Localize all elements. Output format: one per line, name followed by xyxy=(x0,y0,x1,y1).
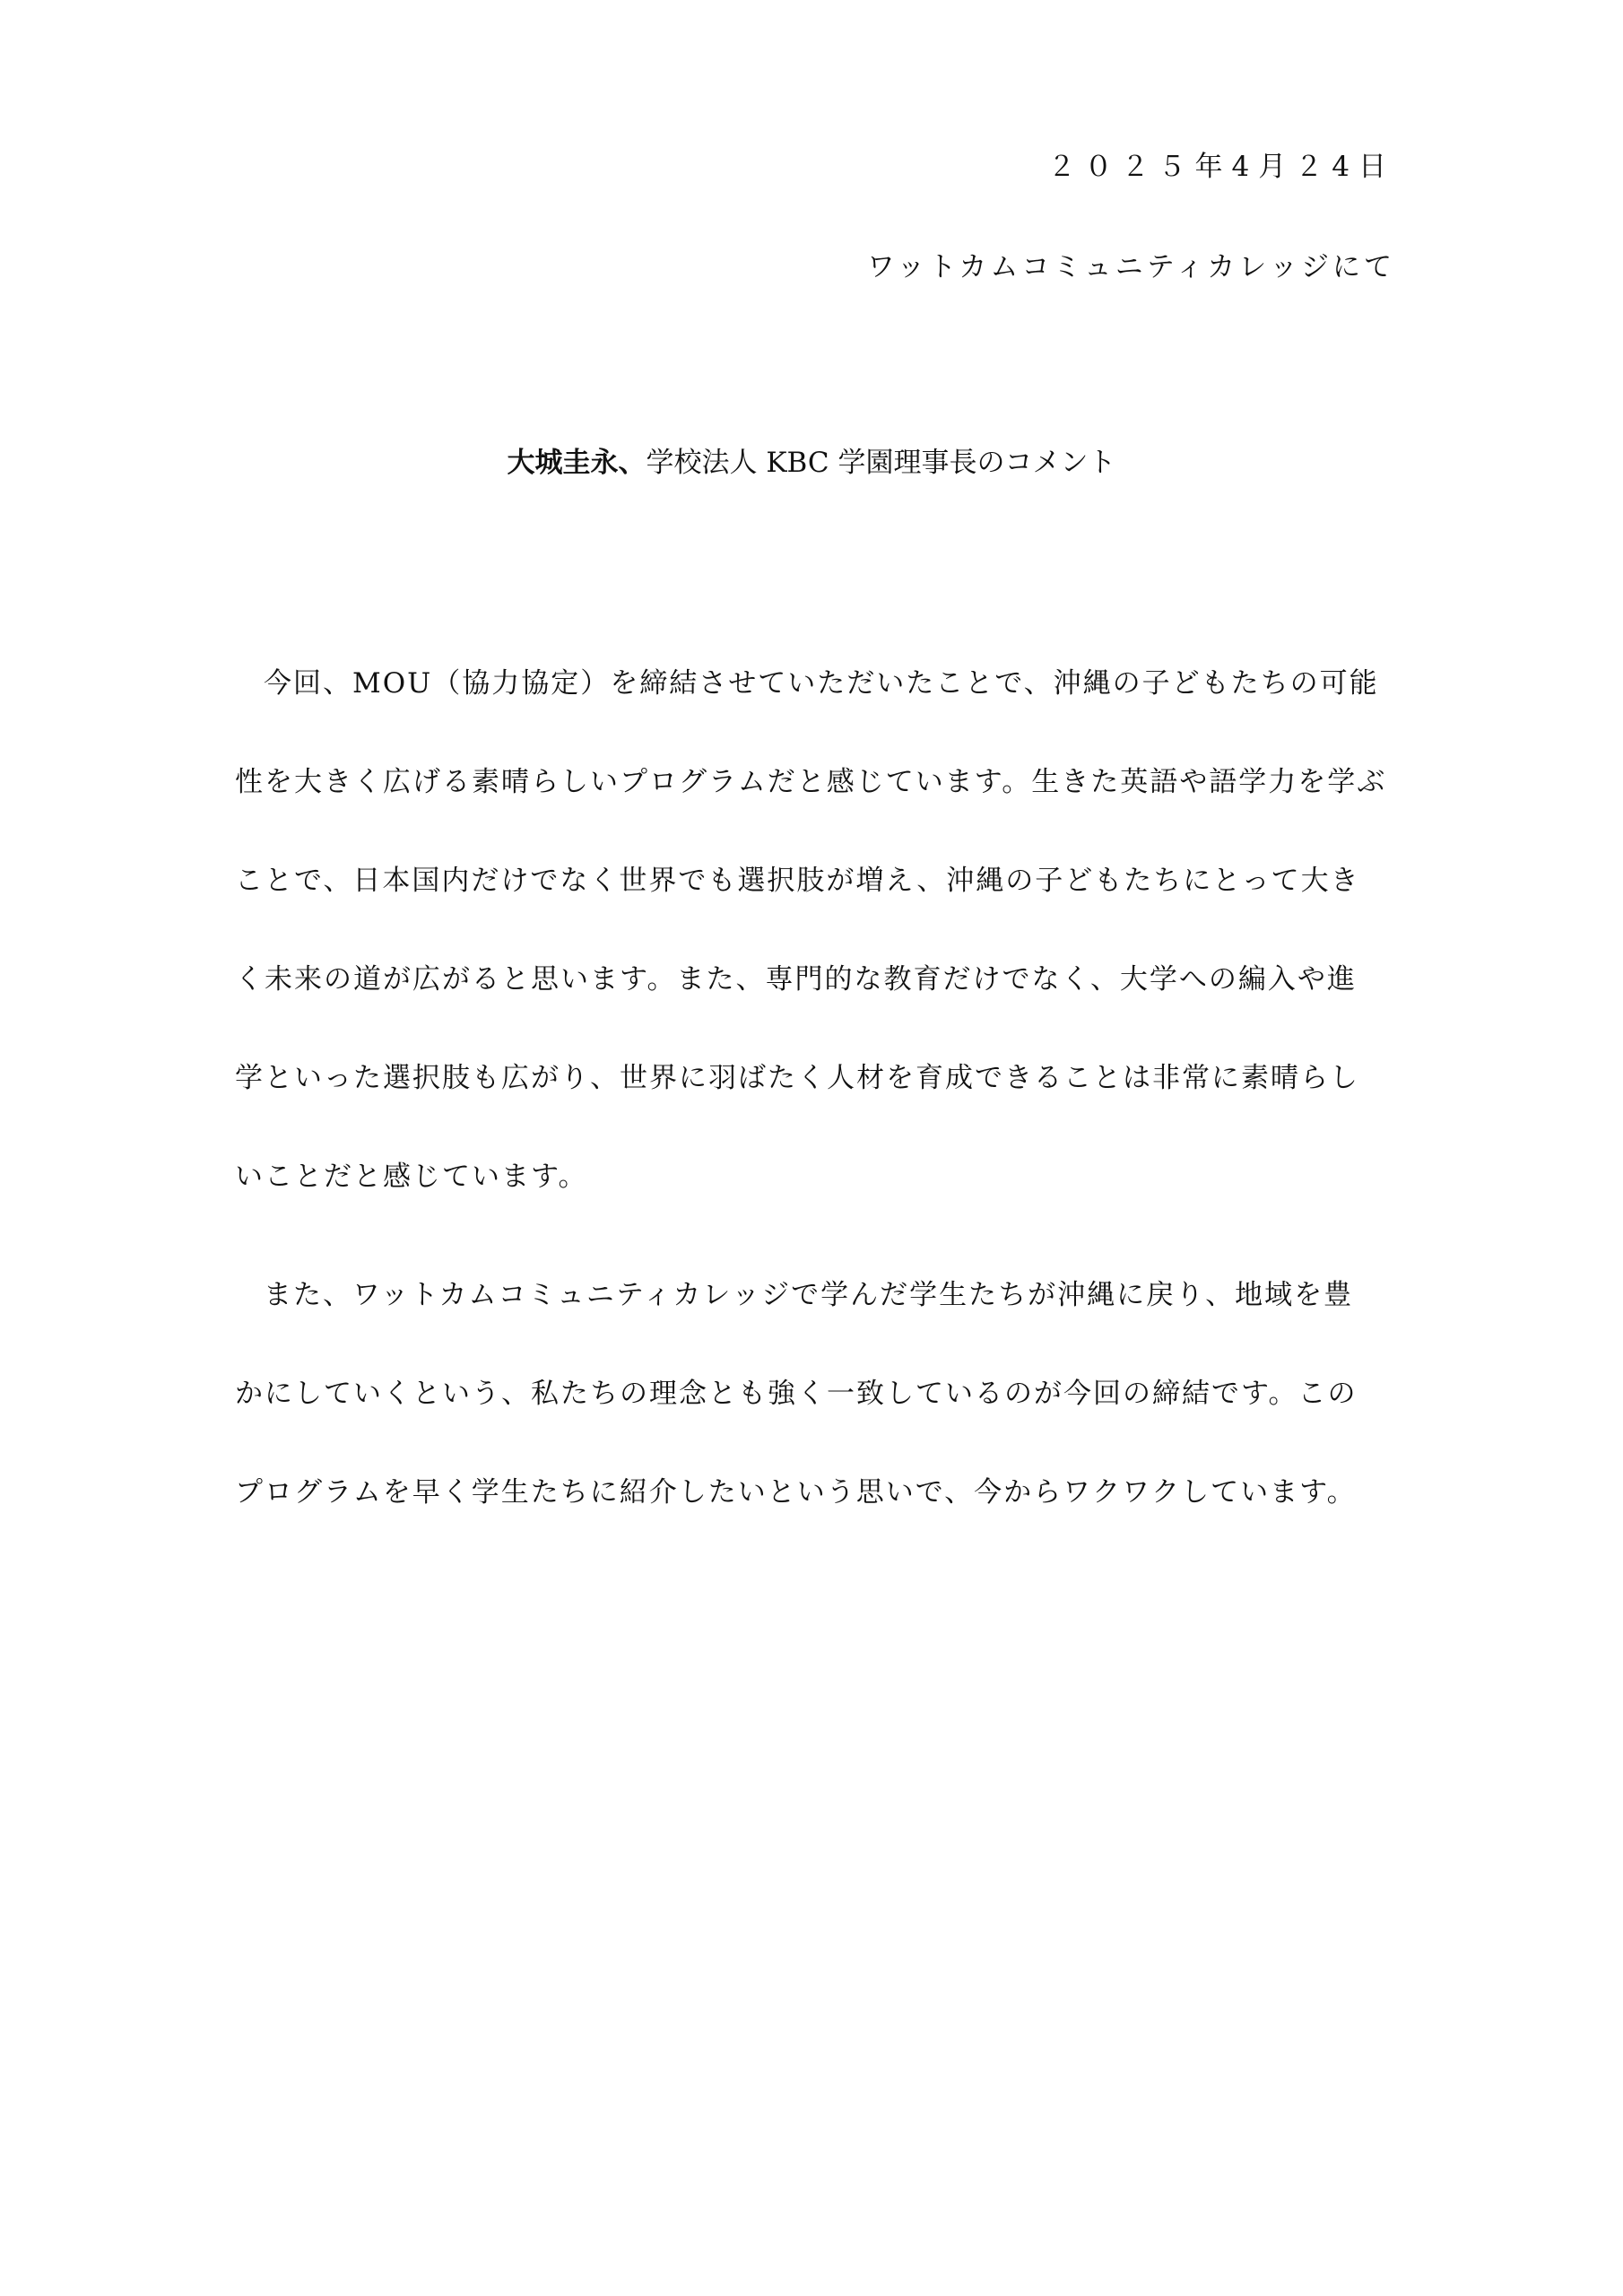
paragraph-2-line-3: プログラムを早く学生たちに紹介したいという思いで、今からワクワクしています。 xyxy=(235,1476,1357,1509)
paragraph-1-line-4: く未来の道が広がると思います。また、専門的な教育だけでなく、大学への編入や進 xyxy=(235,963,1357,996)
title-name: 大城圭永、 xyxy=(507,447,647,479)
document-location: ワットカムコミュニティカレッジにて xyxy=(866,251,1395,283)
paragraph-1-line-5: 学といった選択肢も広がり、世界に羽ばたく人材を育成できることは非常に素晴らし xyxy=(235,1062,1359,1094)
paragraph-text: 今回、MOU（協力協定）を締結させていただいたことで、沖縄の子どもたちの可能 xyxy=(264,667,1379,700)
title-description: 学校法人 KBC 学園理事長のコメント xyxy=(646,447,1116,479)
paragraph-1-line-6: いことだと感じています。 xyxy=(235,1161,588,1193)
document-title xyxy=(0,439,1623,480)
paragraph-1-line-1 xyxy=(235,660,1379,700)
paragraph-2-line-2: かにしていくという、私たちの理念とも強く一致しているのが今回の締結です。この xyxy=(235,1378,1358,1410)
paragraph-1-line-3: ことで、日本国内だけでなく世界でも選択肢が増え、沖縄の子どもたちにとって大き xyxy=(235,865,1360,897)
paragraph-1-line-2: 性を大きく広げる素晴らしいプログラムだと感じています。生きた英語や語学力を学ぶ xyxy=(235,766,1387,798)
paragraph-text: また、ワットカムコミュニティカレッジで学んだ学生たちが沖縄に戻り、地域を豊 xyxy=(264,1279,1354,1311)
document-date: ２０２５年4月２4日 xyxy=(1047,151,1395,183)
paragraph-2-line-1 xyxy=(235,1272,1353,1312)
